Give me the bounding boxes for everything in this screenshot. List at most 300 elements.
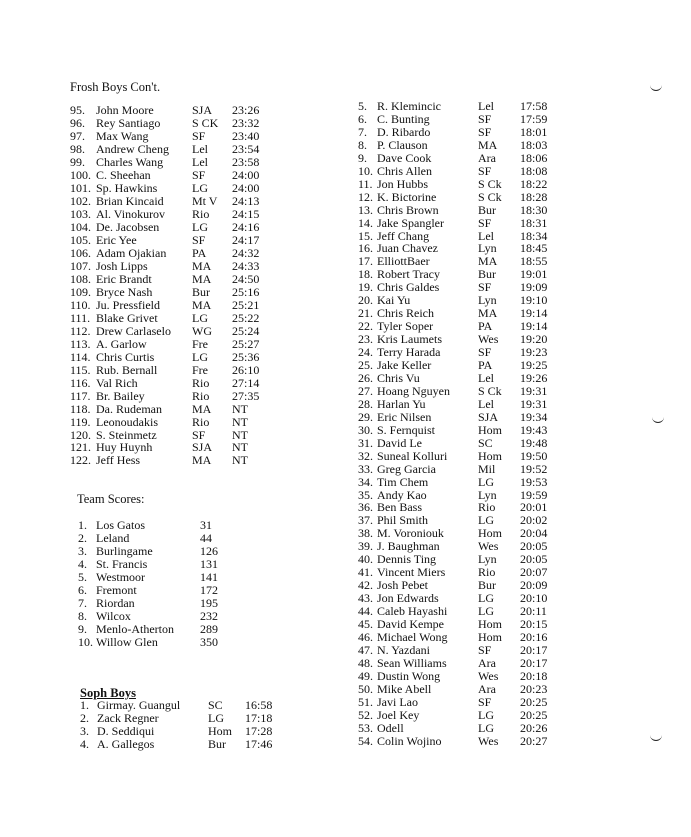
time-cell: 20:15 <box>520 617 548 631</box>
table-row <box>0 618 691 631</box>
time-cell: 20:18 <box>520 668 548 683</box>
time-cell: 17:46 <box>245 737 273 751</box>
school-cell: Bur <box>478 202 496 217</box>
name-cell: Chris Curtis <box>96 349 155 364</box>
name-cell: Jake Keller <box>377 358 432 372</box>
school-cell: Lel <box>478 99 494 113</box>
time-cell: 19:26 <box>520 370 548 385</box>
place-cell: 121. <box>70 440 91 455</box>
place-cell: 16. <box>358 241 373 256</box>
table-row <box>0 230 691 243</box>
name-cell: John Moore <box>96 103 154 117</box>
time-cell: 20:04 <box>520 526 548 541</box>
name-cell: Brian Kincaid <box>96 193 164 208</box>
place-cell: 46. <box>358 629 373 644</box>
time-cell: 19:09 <box>520 280 548 295</box>
name-cell: David Kempe <box>377 617 444 631</box>
time-cell: 17:18 <box>245 711 273 725</box>
place-cell: 23. <box>358 332 373 347</box>
time-cell: 27:35 <box>232 388 260 403</box>
time-cell: 18:45 <box>520 241 548 256</box>
score-cell: 232 <box>200 609 218 623</box>
table-row <box>0 709 691 722</box>
school-cell: Fre <box>192 336 208 351</box>
time-cell: 19:20 <box>520 332 548 347</box>
place-cell: 105. <box>70 232 91 247</box>
name-cell: C. Bunting <box>377 111 430 126</box>
school-cell: SF <box>478 124 492 139</box>
school-cell: SF <box>478 280 492 295</box>
place-cell: 7. <box>78 596 87 610</box>
time-cell: 23:26 <box>232 103 260 117</box>
school-cell: SF <box>192 232 206 247</box>
place-cell: 29. <box>358 409 373 424</box>
name-cell: Chris Vu <box>377 370 420 385</box>
table-row <box>0 372 691 385</box>
place-cell: 110. <box>70 297 91 312</box>
place-cell: 54. <box>358 733 373 748</box>
table-row <box>0 242 691 255</box>
table-row <box>0 113 691 126</box>
time-cell: 24:15 <box>232 206 260 221</box>
name-cell: Colin Wojino <box>377 733 442 748</box>
school-cell: Hom <box>478 617 502 631</box>
time-cell: 18:30 <box>520 202 548 217</box>
place-cell: 104. <box>70 219 91 234</box>
name-cell: Tim Chem <box>377 474 429 489</box>
name-cell: Eric Brandt <box>96 271 152 286</box>
school-cell: Bur <box>208 737 226 751</box>
time-cell: NT <box>232 453 248 468</box>
school-cell: Hom <box>478 629 502 644</box>
place-cell: 108. <box>70 271 91 286</box>
place-cell: 103. <box>70 206 91 221</box>
place-cell: 4. <box>80 737 89 751</box>
school-cell: Rio <box>192 206 210 221</box>
time-cell: 19:48 <box>520 435 548 450</box>
time-cell: 24:17 <box>232 232 260 247</box>
score-cell: 44 <box>200 531 212 545</box>
school-cell: PA <box>478 319 493 334</box>
name-cell: David Le <box>377 435 422 450</box>
school-cell: SF <box>478 345 492 360</box>
time-cell: 18:28 <box>520 189 548 204</box>
name-cell: Jeff Chang <box>377 228 430 243</box>
time-cell: 24:00 <box>232 180 260 195</box>
place-cell: 21. <box>358 306 373 321</box>
place-cell: 39. <box>358 539 373 554</box>
place-cell: 41. <box>358 565 373 580</box>
time-cell: 20:16 <box>520 629 548 644</box>
name-cell: Sp. Hawkins <box>96 180 158 195</box>
school-cell: Ara <box>478 681 496 696</box>
time-cell: 17:28 <box>245 724 273 738</box>
name-cell: Jon Edwards <box>377 591 439 606</box>
place-cell: 96. <box>70 115 85 130</box>
place-cell: 34. <box>358 474 373 489</box>
name-cell: Josh Pebet <box>377 578 428 593</box>
school-cell: S Ck <box>478 383 502 398</box>
time-cell: 19:59 <box>520 487 548 502</box>
school-cell: MA <box>192 297 212 312</box>
time-cell: 18:55 <box>520 254 548 269</box>
place-cell: 120. <box>70 427 91 442</box>
time-cell: 20:02 <box>520 513 548 528</box>
time-cell: 20:27 <box>520 733 548 748</box>
table-row <box>0 152 691 165</box>
name-cell: De. Jacobsen <box>96 219 160 234</box>
name-cell: Leonoudakis <box>96 414 158 429</box>
school-cell: SC <box>208 698 223 712</box>
time-cell: 25:21 <box>232 297 260 312</box>
place-cell: 8. <box>358 137 367 152</box>
name-cell: Michael Wong <box>377 629 448 644</box>
name-cell: K. Bictorine <box>377 189 437 204</box>
school-cell: SF <box>478 163 492 178</box>
time-cell: 18:06 <box>520 150 548 165</box>
score-cell: 141 <box>200 570 218 584</box>
time-cell: 23:54 <box>232 141 260 156</box>
name-cell: Javi Lao <box>377 694 418 709</box>
name-cell: R. Klemincic <box>377 99 441 113</box>
table-row <box>0 592 691 605</box>
name-cell: Br. Bailey <box>96 388 145 403</box>
place-cell: 3. <box>80 724 89 738</box>
school-cell: LG <box>478 513 494 528</box>
table-row <box>0 683 691 696</box>
name-cell: Huy Huynh <box>96 440 153 455</box>
time-cell: 23:32 <box>232 115 260 130</box>
place-cell: 109. <box>70 284 91 299</box>
name-cell: Jon Hubbs <box>377 176 429 191</box>
time-cell: 25:27 <box>232 336 260 351</box>
school-cell: SF <box>478 111 492 126</box>
time-cell: 17:58 <box>520 99 548 113</box>
frosh-heading: Frosh Boys Con't. <box>70 80 161 94</box>
name-cell: Juan Chavez <box>377 241 438 256</box>
place-cell: 33. <box>358 461 373 476</box>
team-cell: Westmoor <box>96 570 146 584</box>
score-cell: 31 <box>200 518 212 532</box>
time-cell: 20:17 <box>520 642 548 657</box>
school-cell: SJA <box>192 440 213 455</box>
school-cell: LG <box>192 349 208 364</box>
school-cell: Ara <box>478 150 496 165</box>
table-row <box>0 722 691 735</box>
time-cell: 19:10 <box>520 293 548 308</box>
name-cell: C. Sheehan <box>96 167 151 182</box>
name-cell: Suneal Kolluri <box>377 448 448 463</box>
school-cell: LG <box>478 707 494 722</box>
school-cell: Lyn <box>478 487 497 502</box>
place-cell: 32. <box>358 448 373 463</box>
school-cell: Wes <box>478 668 499 683</box>
place-cell: 7. <box>358 124 367 139</box>
name-cell: Jeff Hess <box>96 453 141 468</box>
place-cell: 24. <box>358 345 373 360</box>
scan-mark <box>650 85 662 91</box>
place-cell: 28. <box>358 396 373 411</box>
place-cell: 8. <box>78 609 87 623</box>
score-cell: 350 <box>200 635 218 649</box>
table-row <box>0 320 691 333</box>
name-cell: Eric Nilsen <box>377 409 432 424</box>
table-row <box>0 126 691 139</box>
time-cell: 18:08 <box>520 163 548 178</box>
time-cell: 20:25 <box>520 707 548 722</box>
time-cell: 19:25 <box>520 358 548 372</box>
table-row <box>0 476 691 489</box>
time-cell: NT <box>232 401 248 416</box>
school-cell: Mt V <box>192 193 218 208</box>
place-cell: 17. <box>358 254 373 269</box>
table-row <box>0 735 691 748</box>
school-cell: LG <box>208 711 224 725</box>
place-cell: 50. <box>358 681 373 696</box>
time-cell: 19:53 <box>520 474 548 489</box>
time-cell: 24:33 <box>232 258 260 273</box>
table-row <box>0 178 691 191</box>
place-cell: 42. <box>358 578 373 593</box>
school-cell: Wes <box>478 332 499 347</box>
place-cell: 6. <box>358 111 367 126</box>
time-cell: 16:58 <box>245 698 273 712</box>
school-cell: Hom <box>478 422 502 437</box>
name-cell: N. Yazdani <box>377 642 430 657</box>
time-cell: 18:34 <box>520 228 548 243</box>
table-row <box>0 191 691 204</box>
table-row <box>0 463 691 476</box>
name-cell: Andy Kao <box>377 487 427 502</box>
name-cell: Terry Harada <box>377 345 441 360</box>
place-cell: 5. <box>358 99 367 113</box>
time-cell: 19:31 <box>520 396 548 411</box>
place-cell: 48. <box>358 655 373 670</box>
name-cell: Kris Laumets <box>377 332 442 347</box>
place-cell: 1. <box>78 518 87 532</box>
score-cell: 172 <box>200 583 218 597</box>
table-row <box>0 631 691 644</box>
name-cell: Odell <box>377 720 404 735</box>
school-cell: Rio <box>478 565 496 580</box>
name-cell: ElliottBaer <box>377 254 430 269</box>
place-cell: 51. <box>358 694 373 709</box>
place-cell: 37. <box>358 513 373 528</box>
name-cell: Eric Yee <box>96 232 137 247</box>
place-cell: 44. <box>358 604 373 619</box>
name-cell: Sean Williams <box>377 655 447 670</box>
place-cell: 13. <box>358 202 373 217</box>
name-cell: Kai Yu <box>377 293 411 308</box>
place-cell: 101. <box>70 180 91 195</box>
place-cell: 113. <box>70 336 91 351</box>
school-cell: PA <box>478 358 493 372</box>
place-cell: 9. <box>358 150 367 165</box>
name-cell: Charles Wang <box>96 154 164 169</box>
table-row <box>0 346 691 359</box>
place-cell: 2. <box>78 531 87 545</box>
name-cell: Rey Santiago <box>96 115 161 130</box>
place-cell: 12. <box>358 189 373 204</box>
place-cell: 98. <box>70 141 85 156</box>
time-cell: 20:23 <box>520 681 548 696</box>
name-cell: Greg Garcia <box>377 461 436 476</box>
school-cell: Wes <box>478 733 499 748</box>
school-cell: SJA <box>192 103 213 117</box>
table-row <box>0 644 691 657</box>
name-cell: S. Fernquist <box>377 422 436 437</box>
score-cell: 289 <box>200 622 218 636</box>
place-cell: 117. <box>70 388 91 403</box>
school-cell: S Ck <box>478 189 502 204</box>
place-cell: 114. <box>70 349 91 364</box>
place-cell: 31. <box>358 435 373 450</box>
school-cell: Bur <box>478 578 496 593</box>
time-cell: 24:00 <box>232 167 260 182</box>
table-row <box>0 385 691 398</box>
time-cell: 19:01 <box>520 267 548 282</box>
time-cell: 19:50 <box>520 448 548 463</box>
place-cell: 38. <box>358 526 373 541</box>
school-cell: MA <box>192 401 212 416</box>
name-cell: Rub. Bernall <box>96 362 158 377</box>
place-cell: 10. <box>358 163 373 178</box>
name-cell: D. Ribardo <box>377 124 431 139</box>
school-cell: Lel <box>478 370 494 385</box>
name-cell: Chris Allen <box>377 163 433 178</box>
school-cell: MA <box>192 271 212 286</box>
place-cell: 18. <box>358 267 373 282</box>
table-row <box>0 307 691 320</box>
time-cell: 17:59 <box>520 111 548 126</box>
place-cell: 119. <box>70 414 91 429</box>
place-cell: 118. <box>70 401 91 416</box>
school-cell: Lel <box>192 154 208 169</box>
time-cell: 20:07 <box>520 565 548 580</box>
school-cell: MA <box>478 137 498 152</box>
name-cell: Chris Galdes <box>377 280 440 295</box>
school-cell: S Ck <box>478 176 502 191</box>
place-cell: 6. <box>78 583 87 597</box>
name-cell: Dave Cook <box>377 150 432 165</box>
school-cell: LG <box>478 604 494 619</box>
name-cell: M. Voroniouk <box>377 526 444 541</box>
table-row <box>0 696 691 709</box>
place-cell: 95. <box>70 103 85 117</box>
time-cell: 20:26 <box>520 720 548 735</box>
place-cell: 5. <box>78 570 87 584</box>
place-cell: 40. <box>358 552 373 567</box>
time-cell: 18:31 <box>520 215 548 230</box>
name-cell: A. Garlow <box>96 336 147 351</box>
name-cell: P. Clauson <box>377 137 428 152</box>
name-cell: Dustin Wong <box>377 668 441 683</box>
name-cell: D. Seddiqui <box>97 724 155 738</box>
table-row <box>0 217 691 230</box>
name-cell: Andrew Cheng <box>96 141 169 156</box>
place-cell: 10. <box>78 635 93 649</box>
name-cell: Zack Regner <box>97 711 159 725</box>
team-cell: Los Gatos <box>96 518 145 532</box>
place-cell: 36. <box>358 500 373 515</box>
time-cell: 19:43 <box>520 422 548 437</box>
table-row <box>0 255 691 268</box>
team-cell: Wilcox <box>96 609 131 623</box>
school-cell: MA <box>478 306 498 321</box>
team-cell: Fremont <box>96 583 137 597</box>
time-cell: NT <box>232 414 248 429</box>
time-cell: 26:10 <box>232 362 260 377</box>
time-cell: 18:01 <box>520 124 548 139</box>
school-cell: SF <box>192 167 206 182</box>
table-row <box>0 437 691 450</box>
time-cell: 18:22 <box>520 176 548 191</box>
name-cell: J. Baughman <box>377 539 440 554</box>
score-cell: 195 <box>200 596 218 610</box>
place-cell: 22. <box>358 319 373 334</box>
table-row <box>0 281 691 294</box>
table-row <box>0 670 691 683</box>
place-cell: 4. <box>78 557 87 571</box>
name-cell: Tyler Soper <box>377 319 434 334</box>
school-cell: Bur <box>478 267 496 282</box>
time-cell: 24:50 <box>232 271 260 286</box>
table-row <box>0 514 691 527</box>
place-cell: 3. <box>78 544 87 558</box>
place-cell: 30. <box>358 422 373 437</box>
time-cell: 19:31 <box>520 383 548 398</box>
time-cell: 25:22 <box>232 310 260 325</box>
place-cell: 112. <box>70 323 91 338</box>
school-cell: Lyn <box>478 241 497 256</box>
time-cell: 25:24 <box>232 323 260 338</box>
place-cell: 111. <box>70 310 91 325</box>
school-cell: SC <box>478 435 493 450</box>
place-cell: 97. <box>70 128 85 143</box>
time-cell: 24:16 <box>232 219 260 234</box>
name-cell: Mike Abell <box>377 681 432 696</box>
time-cell: NT <box>232 440 248 455</box>
name-cell: Harlan Yu <box>377 396 426 411</box>
table-row <box>0 605 691 618</box>
table-row <box>0 398 691 411</box>
place-cell: 107. <box>70 258 91 273</box>
team-cell: Willow Glen <box>96 635 158 649</box>
place-cell: 27. <box>358 383 373 398</box>
time-cell: 24:32 <box>232 245 260 260</box>
name-cell: Drew Carlaselo <box>96 323 171 338</box>
place-cell: 15. <box>358 228 373 243</box>
name-cell: Girmay. Guangul <box>97 698 181 712</box>
school-cell: Mil <box>478 461 496 476</box>
place-cell: 100. <box>70 167 91 182</box>
name-cell: Jake Spangler <box>377 215 444 230</box>
name-cell: Robert Tracy <box>377 267 440 282</box>
name-cell: Chris Brown <box>377 202 439 217</box>
time-cell: 25:36 <box>232 349 260 364</box>
place-cell: 11. <box>358 176 373 191</box>
table-row <box>0 540 691 553</box>
school-cell: Rio <box>192 414 210 429</box>
place-cell: 1. <box>80 698 89 712</box>
team-cell: St. Francis <box>96 557 148 571</box>
place-cell: 26. <box>358 370 373 385</box>
name-cell: Max Wang <box>96 128 149 143</box>
name-cell: Blake Grivet <box>96 310 158 325</box>
school-cell: LG <box>192 180 208 195</box>
name-cell: Josh Lipps <box>96 258 148 273</box>
school-cell: LG <box>192 310 208 325</box>
